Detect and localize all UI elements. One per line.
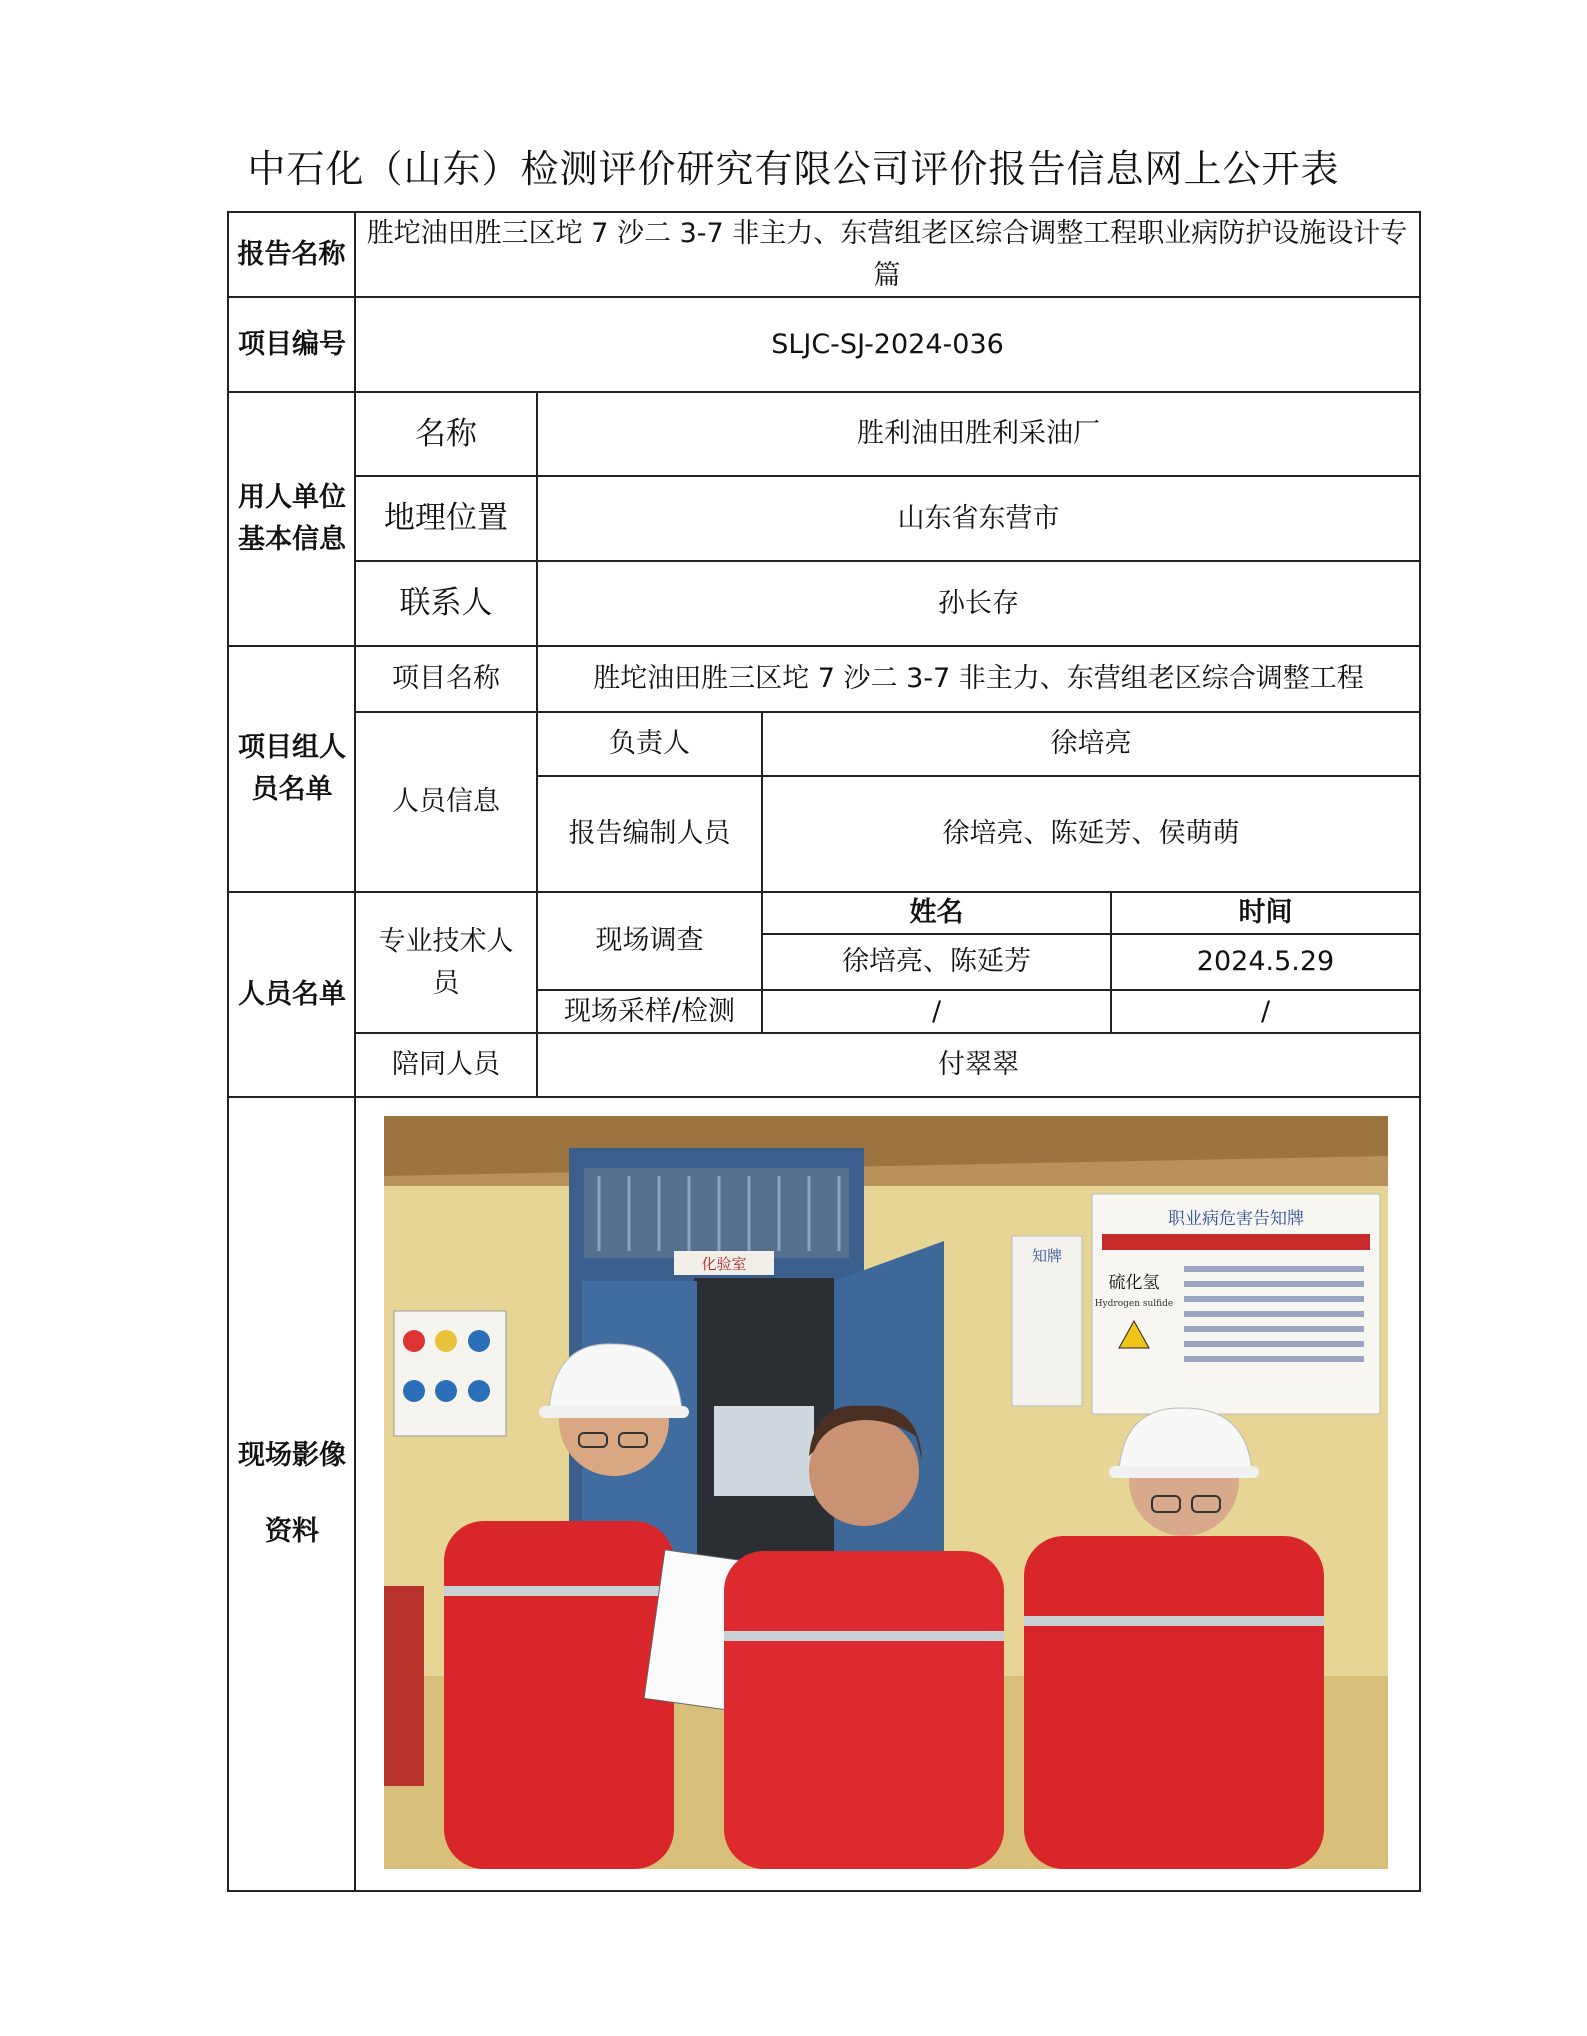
site-photo (384, 1116, 1388, 1869)
tech-staff-label: 专业技术人员 (378, 925, 514, 999)
team-label: 项目组人员名单 (238, 732, 346, 805)
survey-label: 现场调查 (595, 925, 704, 957)
board-left-title: 知牌 (1031, 1247, 1063, 1265)
team-authors-value: 徐培亮、陈延芳、侯萌萌 (942, 818, 1240, 850)
board-substance: 硫化氢 (1108, 1273, 1160, 1293)
accompany-label: 陪同人员 (392, 1049, 500, 1081)
personnel-label: 人员名单 (238, 978, 346, 1010)
accompany-value: 付翠翠 (938, 1049, 1019, 1081)
employer-location-value: 山东省东营市 (897, 502, 1060, 534)
survey-names: 徐培亮、陈延芳 (842, 946, 1031, 978)
col-name-header: 姓名 (909, 897, 964, 929)
lab-door-sign: 化验室 (701, 1255, 747, 1273)
page-title: 中石化（山东）检测评价研究有限公司评价报告信息网上公开表 (247, 147, 1340, 191)
board-right-title: 职业病危害告知牌 (1168, 1209, 1304, 1229)
team-leader-label: 负责人 (609, 728, 690, 760)
project-no-value: SLJC-SJ-2024-036 (771, 328, 1004, 360)
sampling-names: / (931, 995, 942, 1027)
employer-contact-value: 孙长存 (938, 587, 1019, 619)
team-authors-label: 报告编制人员 (568, 818, 731, 850)
photos-label: 现场影像资料 (238, 1440, 346, 1547)
sampling-time: / (1260, 995, 1271, 1027)
board-substance-en: Hydrogen sulfide (1094, 1299, 1174, 1309)
report-name-label: 报告名称 (237, 238, 346, 270)
col-time-header: 时间 (1238, 897, 1293, 929)
employer-name-label: 名称 (415, 415, 477, 452)
employer-name-value: 胜利油田胜利采油厂 (857, 418, 1100, 450)
team-leader-value: 徐培亮 (1050, 728, 1132, 760)
employer-label: 用人单位基本信息 (238, 482, 346, 555)
sampling-label: 现场采样/检测 (563, 995, 736, 1027)
employer-location-label: 地理位置 (384, 500, 508, 537)
team-project-name-label: 项目名称 (392, 663, 500, 695)
project-no-label: 项目编号 (238, 328, 346, 360)
report-name-value: 胜坨油田胜三区坨 7 沙二 3-7 非主力、东营组老区综合调整工程职业病防护设施设计专篇 (366, 217, 1408, 291)
employer-contact-label: 联系人 (399, 585, 493, 622)
team-project-name-value: 胜坨油田胜三区坨 7 沙二 3-7 非主力、东营组老区综合调整工程 (593, 663, 1364, 695)
team-staff-label: 人员信息 (392, 786, 500, 818)
survey-time: 2024.5.29 (1196, 946, 1335, 978)
